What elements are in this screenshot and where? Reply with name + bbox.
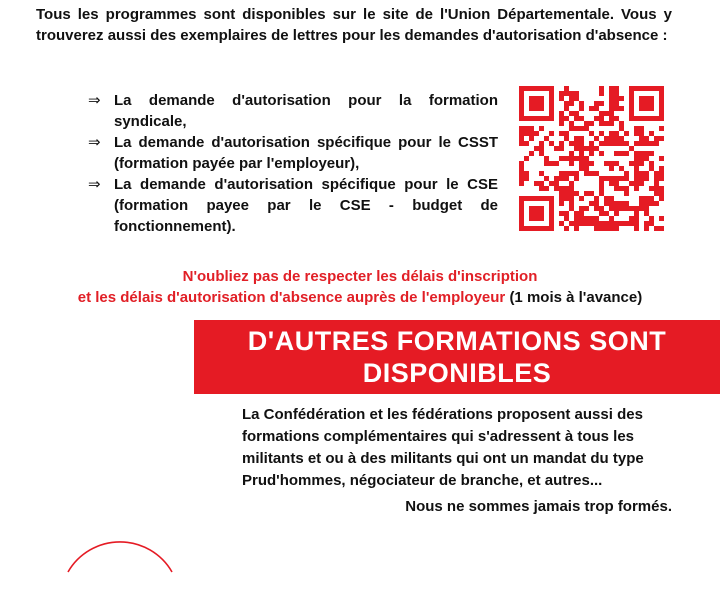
authorization-list [88,90,498,237]
banner-title-line-1: D'AUTRES FORMATIONS SONT [247,326,667,356]
arrow-icon: ⇒ [88,92,101,109]
closing-line: Nous ne sommes jamais trop formés. [405,498,672,515]
notice-delay: (1 mois à l'avance) [509,289,643,306]
list-item-text: La demande d'autorisation pour la formation syndicale, [114,92,498,130]
body-paragraph: La Confédération et les fédérations proposent aussi des formations complémentaires qui s'adressent à tous les militants et ou à des militants qui ont un mandat du type Prud'hommes, négociateur de branche, et autres... [242,406,644,489]
banner-title-line-2: DISPONIBLES [362,358,552,388]
list-item [88,132,498,174]
notice-line-2-text: et les délais d'autorisation d'absence auprès de l'employeur [77,289,506,306]
red-circle-decoration [60,512,180,592]
list-item [88,174,498,237]
list-item-text: La demande d'autorisation spécifique pour le CSST (formation payée par l'employeur), [114,134,498,172]
intro-paragraph: Tous les programmes sont disponibles sur le site de l'Union Départementale. Vous y trouverez aussi des exemplaires de lettres pour les demandes d'autorisation d'absence : [36,6,672,44]
section-banner [194,320,720,394]
arrow-icon: ⇒ [88,134,101,151]
notice-line-1: N'oubliez pas de respecter les délais d'inscription [182,268,538,285]
qr-code-icon[interactable] [519,86,664,231]
list-item-text: La demande d'autorisation spécifique pour le CSE (formation payee par le CSE - budget de fonctionnement). [114,176,498,235]
list-item [88,90,498,132]
notice-line-2 [0,287,720,308]
arrow-icon: ⇒ [88,176,101,193]
